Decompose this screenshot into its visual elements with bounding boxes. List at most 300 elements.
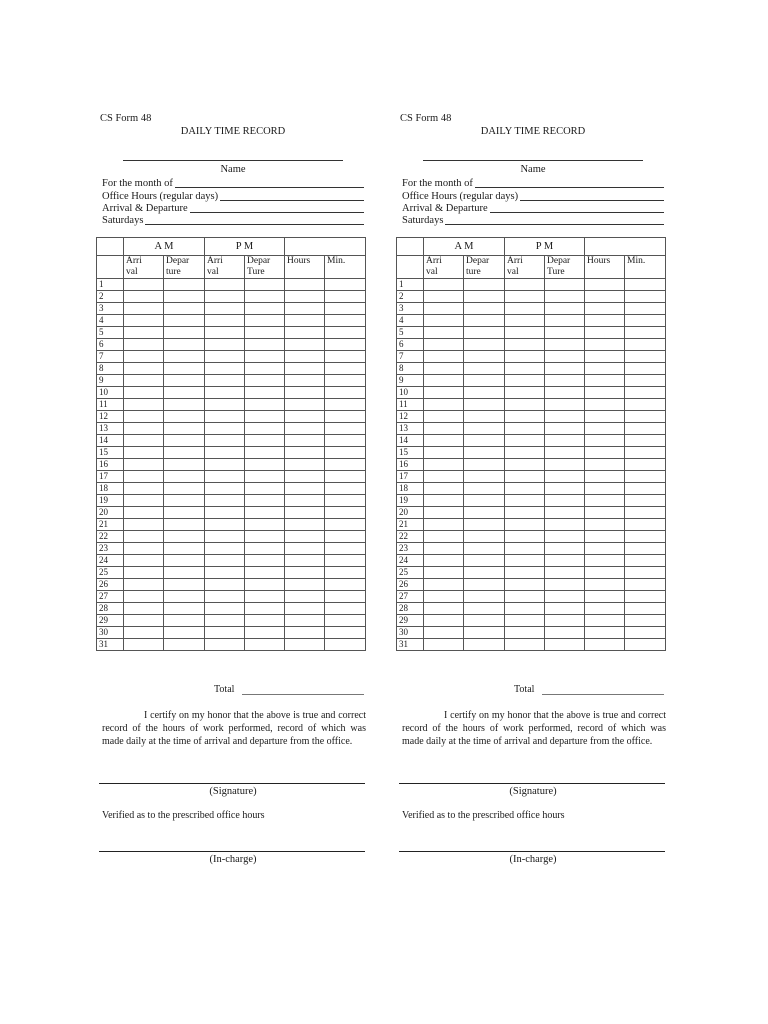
pm-departure-cell[interactable]: [545, 531, 585, 543]
am-departure-cell[interactable]: [464, 339, 505, 351]
pm-departure-cell[interactable]: [245, 291, 285, 303]
am-arrival-cell[interactable]: [424, 387, 464, 399]
pm-arrival-cell[interactable]: [205, 387, 245, 399]
pm-departure-cell[interactable]: [545, 423, 585, 435]
pm-departure-cell[interactable]: [545, 519, 585, 531]
am-arrival-cell[interactable]: [124, 471, 164, 483]
pm-arrival-cell[interactable]: [505, 363, 545, 375]
pm-departure-cell[interactable]: [545, 291, 585, 303]
hours-cell[interactable]: [585, 459, 625, 471]
hours-cell[interactable]: [285, 555, 325, 567]
am-departure-cell[interactable]: [464, 543, 505, 555]
am-departure-cell[interactable]: [164, 375, 205, 387]
pm-arrival-cell[interactable]: [505, 603, 545, 615]
am-arrival-cell[interactable]: [124, 315, 164, 327]
hours-cell[interactable]: [585, 519, 625, 531]
minutes-cell[interactable]: [325, 279, 366, 291]
hours-cell[interactable]: [585, 375, 625, 387]
am-departure-cell[interactable]: [164, 351, 205, 363]
am-arrival-cell[interactable]: [424, 603, 464, 615]
pm-departure-cell[interactable]: [245, 363, 285, 375]
am-departure-cell[interactable]: [164, 519, 205, 531]
pm-departure-cell[interactable]: [245, 495, 285, 507]
am-departure-cell[interactable]: [164, 615, 205, 627]
pm-arrival-cell[interactable]: [205, 519, 245, 531]
minutes-cell[interactable]: [625, 495, 666, 507]
minutes-cell[interactable]: [625, 327, 666, 339]
pm-departure-cell[interactable]: [545, 387, 585, 399]
am-departure-cell[interactable]: [164, 471, 205, 483]
pm-arrival-cell[interactable]: [505, 567, 545, 579]
pm-departure-cell[interactable]: [545, 399, 585, 411]
minutes-cell[interactable]: [625, 615, 666, 627]
am-arrival-cell[interactable]: [124, 375, 164, 387]
am-arrival-cell[interactable]: [424, 315, 464, 327]
minutes-cell[interactable]: [625, 591, 666, 603]
pm-departure-cell[interactable]: [545, 375, 585, 387]
minutes-cell[interactable]: [625, 483, 666, 495]
hours-cell[interactable]: [285, 339, 325, 351]
minutes-cell[interactable]: [625, 567, 666, 579]
am-departure-cell[interactable]: [164, 291, 205, 303]
am-arrival-cell[interactable]: [124, 387, 164, 399]
pm-arrival-cell[interactable]: [505, 375, 545, 387]
am-departure-cell[interactable]: [164, 531, 205, 543]
am-departure-cell[interactable]: [464, 303, 505, 315]
hours-cell[interactable]: [585, 399, 625, 411]
pm-arrival-cell[interactable]: [505, 387, 545, 399]
am-departure-cell[interactable]: [464, 279, 505, 291]
pm-departure-cell[interactable]: [245, 303, 285, 315]
hours-cell[interactable]: [285, 375, 325, 387]
minutes-cell[interactable]: [625, 399, 666, 411]
pm-departure-cell[interactable]: [245, 435, 285, 447]
hours-cell[interactable]: [585, 279, 625, 291]
pm-arrival-cell[interactable]: [505, 471, 545, 483]
am-arrival-cell[interactable]: [424, 459, 464, 471]
am-arrival-cell[interactable]: [124, 555, 164, 567]
minutes-cell[interactable]: [625, 411, 666, 423]
pm-departure-cell[interactable]: [545, 447, 585, 459]
am-departure-cell[interactable]: [164, 555, 205, 567]
am-arrival-cell[interactable]: [124, 519, 164, 531]
am-departure-cell[interactable]: [464, 435, 505, 447]
minutes-cell[interactable]: [325, 627, 366, 639]
pm-arrival-cell[interactable]: [505, 303, 545, 315]
minutes-cell[interactable]: [625, 543, 666, 555]
pm-arrival-cell[interactable]: [205, 471, 245, 483]
am-departure-cell[interactable]: [164, 303, 205, 315]
am-arrival-cell[interactable]: [124, 603, 164, 615]
am-arrival-cell[interactable]: [124, 639, 164, 651]
am-departure-cell[interactable]: [464, 639, 505, 651]
am-arrival-cell[interactable]: [424, 291, 464, 303]
am-departure-cell[interactable]: [464, 591, 505, 603]
minutes-cell[interactable]: [625, 459, 666, 471]
am-arrival-cell[interactable]: [424, 519, 464, 531]
minutes-cell[interactable]: [625, 531, 666, 543]
hours-cell[interactable]: [285, 627, 325, 639]
am-departure-cell[interactable]: [464, 531, 505, 543]
pm-arrival-cell[interactable]: [205, 327, 245, 339]
am-arrival-cell[interactable]: [424, 411, 464, 423]
pm-arrival-cell[interactable]: [505, 423, 545, 435]
minutes-cell[interactable]: [625, 435, 666, 447]
am-departure-cell[interactable]: [464, 423, 505, 435]
minutes-cell[interactable]: [325, 399, 366, 411]
hours-cell[interactable]: [585, 435, 625, 447]
pm-departure-cell[interactable]: [545, 627, 585, 639]
hours-cell[interactable]: [585, 351, 625, 363]
am-arrival-cell[interactable]: [124, 627, 164, 639]
pm-arrival-cell[interactable]: [205, 603, 245, 615]
am-departure-cell[interactable]: [164, 399, 205, 411]
pm-departure-cell[interactable]: [545, 579, 585, 591]
minutes-cell[interactable]: [325, 495, 366, 507]
pm-arrival-cell[interactable]: [205, 351, 245, 363]
pm-arrival-cell[interactable]: [205, 435, 245, 447]
minutes-cell[interactable]: [325, 351, 366, 363]
am-arrival-cell[interactable]: [424, 435, 464, 447]
signature-line[interactable]: [399, 783, 665, 784]
minutes-cell[interactable]: [625, 375, 666, 387]
pm-arrival-cell[interactable]: [505, 315, 545, 327]
am-arrival-cell[interactable]: [124, 339, 164, 351]
hours-cell[interactable]: [585, 303, 625, 315]
pm-departure-cell[interactable]: [245, 543, 285, 555]
am-departure-cell[interactable]: [464, 519, 505, 531]
pm-arrival-cell[interactable]: [205, 483, 245, 495]
pm-arrival-cell[interactable]: [205, 615, 245, 627]
pm-departure-cell[interactable]: [245, 591, 285, 603]
pm-departure-cell[interactable]: [545, 567, 585, 579]
hours-cell[interactable]: [285, 639, 325, 651]
hours-cell[interactable]: [585, 315, 625, 327]
am-arrival-cell[interactable]: [124, 411, 164, 423]
hours-cell[interactable]: [585, 411, 625, 423]
am-arrival-cell[interactable]: [424, 363, 464, 375]
pm-arrival-cell[interactable]: [505, 591, 545, 603]
am-departure-cell[interactable]: [464, 471, 505, 483]
minutes-cell[interactable]: [325, 387, 366, 399]
minutes-cell[interactable]: [325, 411, 366, 423]
am-arrival-cell[interactable]: [424, 399, 464, 411]
am-departure-cell[interactable]: [464, 579, 505, 591]
am-arrival-cell[interactable]: [424, 495, 464, 507]
am-arrival-cell[interactable]: [424, 543, 464, 555]
minutes-cell[interactable]: [325, 303, 366, 315]
pm-arrival-cell[interactable]: [205, 567, 245, 579]
minutes-cell[interactable]: [625, 279, 666, 291]
am-departure-cell[interactable]: [164, 327, 205, 339]
hours-cell[interactable]: [585, 591, 625, 603]
minutes-cell[interactable]: [325, 591, 366, 603]
hours-cell[interactable]: [585, 363, 625, 375]
am-arrival-cell[interactable]: [124, 459, 164, 471]
am-arrival-cell[interactable]: [124, 591, 164, 603]
am-departure-cell[interactable]: [164, 507, 205, 519]
minutes-cell[interactable]: [325, 363, 366, 375]
hours-cell[interactable]: [285, 471, 325, 483]
hours-cell[interactable]: [285, 351, 325, 363]
pm-arrival-cell[interactable]: [205, 423, 245, 435]
minutes-cell[interactable]: [325, 555, 366, 567]
am-arrival-cell[interactable]: [424, 531, 464, 543]
pm-arrival-cell[interactable]: [205, 591, 245, 603]
pm-departure-cell[interactable]: [545, 303, 585, 315]
am-arrival-cell[interactable]: [424, 639, 464, 651]
am-arrival-cell[interactable]: [424, 351, 464, 363]
minutes-cell[interactable]: [325, 615, 366, 627]
pm-arrival-cell[interactable]: [205, 279, 245, 291]
minutes-cell[interactable]: [325, 471, 366, 483]
hours-cell[interactable]: [585, 423, 625, 435]
pm-departure-cell[interactable]: [245, 339, 285, 351]
am-arrival-cell[interactable]: [424, 327, 464, 339]
am-departure-cell[interactable]: [164, 603, 205, 615]
pm-departure-cell[interactable]: [245, 519, 285, 531]
am-departure-cell[interactable]: [164, 579, 205, 591]
am-departure-cell[interactable]: [164, 447, 205, 459]
minutes-cell[interactable]: [325, 339, 366, 351]
am-departure-cell[interactable]: [464, 315, 505, 327]
pm-arrival-cell[interactable]: [205, 447, 245, 459]
minutes-cell[interactable]: [625, 579, 666, 591]
hours-cell[interactable]: [585, 543, 625, 555]
am-arrival-cell[interactable]: [424, 279, 464, 291]
hours-cell[interactable]: [585, 531, 625, 543]
hours-cell[interactable]: [285, 459, 325, 471]
am-departure-cell[interactable]: [164, 423, 205, 435]
pm-departure-cell[interactable]: [245, 483, 285, 495]
pm-arrival-cell[interactable]: [205, 555, 245, 567]
pm-arrival-cell[interactable]: [505, 483, 545, 495]
hours-cell[interactable]: [285, 579, 325, 591]
pm-departure-cell[interactable]: [245, 387, 285, 399]
pm-departure-cell[interactable]: [545, 543, 585, 555]
pm-departure-cell[interactable]: [545, 471, 585, 483]
am-departure-cell[interactable]: [164, 543, 205, 555]
pm-departure-cell[interactable]: [545, 495, 585, 507]
am-departure-cell[interactable]: [464, 627, 505, 639]
minutes-cell[interactable]: [325, 579, 366, 591]
total-line[interactable]: [542, 694, 664, 695]
pm-arrival-cell[interactable]: [205, 579, 245, 591]
hours-cell[interactable]: [285, 483, 325, 495]
pm-departure-cell[interactable]: [545, 591, 585, 603]
am-arrival-cell[interactable]: [124, 279, 164, 291]
am-arrival-cell[interactable]: [424, 471, 464, 483]
hours-cell[interactable]: [285, 603, 325, 615]
pm-arrival-cell[interactable]: [505, 615, 545, 627]
minutes-cell[interactable]: [325, 531, 366, 543]
minutes-cell[interactable]: [625, 423, 666, 435]
hours-cell[interactable]: [285, 447, 325, 459]
am-arrival-cell[interactable]: [124, 543, 164, 555]
am-departure-cell[interactable]: [464, 363, 505, 375]
pm-departure-cell[interactable]: [545, 483, 585, 495]
pm-departure-cell[interactable]: [245, 279, 285, 291]
am-arrival-cell[interactable]: [424, 303, 464, 315]
pm-arrival-cell[interactable]: [205, 315, 245, 327]
hours-cell[interactable]: [585, 471, 625, 483]
minutes-cell[interactable]: [625, 363, 666, 375]
pm-departure-cell[interactable]: [545, 459, 585, 471]
pm-departure-cell[interactable]: [245, 351, 285, 363]
hours-cell[interactable]: [585, 339, 625, 351]
pm-arrival-cell[interactable]: [205, 339, 245, 351]
minutes-cell[interactable]: [325, 639, 366, 651]
pm-arrival-cell[interactable]: [505, 459, 545, 471]
hours-cell[interactable]: [285, 291, 325, 303]
pm-departure-cell[interactable]: [245, 639, 285, 651]
am-departure-cell[interactable]: [464, 387, 505, 399]
pm-arrival-cell[interactable]: [505, 495, 545, 507]
am-departure-cell[interactable]: [164, 483, 205, 495]
am-departure-cell[interactable]: [164, 567, 205, 579]
am-departure-cell[interactable]: [164, 639, 205, 651]
am-departure-cell[interactable]: [164, 339, 205, 351]
minutes-cell[interactable]: [625, 315, 666, 327]
pm-arrival-cell[interactable]: [505, 339, 545, 351]
am-departure-cell[interactable]: [464, 291, 505, 303]
pm-departure-cell[interactable]: [245, 471, 285, 483]
pm-departure-cell[interactable]: [245, 603, 285, 615]
minutes-cell[interactable]: [325, 327, 366, 339]
hours-cell[interactable]: [585, 579, 625, 591]
minutes-cell[interactable]: [625, 507, 666, 519]
am-departure-cell[interactable]: [164, 315, 205, 327]
pm-arrival-cell[interactable]: [505, 519, 545, 531]
am-arrival-cell[interactable]: [124, 507, 164, 519]
am-departure-cell[interactable]: [464, 507, 505, 519]
am-arrival-cell[interactable]: [124, 351, 164, 363]
minutes-cell[interactable]: [325, 435, 366, 447]
am-departure-cell[interactable]: [464, 555, 505, 567]
minutes-cell[interactable]: [325, 423, 366, 435]
am-arrival-cell[interactable]: [424, 615, 464, 627]
hours-cell[interactable]: [585, 447, 625, 459]
am-arrival-cell[interactable]: [424, 507, 464, 519]
hours-cell[interactable]: [285, 591, 325, 603]
am-departure-cell[interactable]: [464, 615, 505, 627]
hours-cell[interactable]: [285, 531, 325, 543]
hours-cell[interactable]: [585, 291, 625, 303]
am-arrival-cell[interactable]: [124, 363, 164, 375]
am-arrival-cell[interactable]: [124, 399, 164, 411]
pm-arrival-cell[interactable]: [205, 459, 245, 471]
hours-cell[interactable]: [585, 483, 625, 495]
month-field[interactable]: [402, 176, 664, 189]
am-arrival-cell[interactable]: [124, 495, 164, 507]
total-line[interactable]: [242, 694, 364, 695]
incharge-line[interactable]: [399, 851, 665, 852]
pm-arrival-cell[interactable]: [505, 555, 545, 567]
pm-arrival-cell[interactable]: [505, 351, 545, 363]
am-arrival-cell[interactable]: [124, 531, 164, 543]
pm-departure-cell[interactable]: [245, 507, 285, 519]
minutes-cell[interactable]: [325, 459, 366, 471]
pm-departure-cell[interactable]: [545, 615, 585, 627]
am-arrival-cell[interactable]: [124, 435, 164, 447]
am-departure-cell[interactable]: [164, 387, 205, 399]
am-departure-cell[interactable]: [164, 411, 205, 423]
am-arrival-cell[interactable]: [124, 447, 164, 459]
minutes-cell[interactable]: [625, 291, 666, 303]
pm-departure-cell[interactable]: [245, 615, 285, 627]
minutes-cell[interactable]: [625, 639, 666, 651]
pm-arrival-cell[interactable]: [505, 279, 545, 291]
pm-arrival-cell[interactable]: [205, 375, 245, 387]
pm-arrival-cell[interactable]: [505, 435, 545, 447]
pm-departure-cell[interactable]: [545, 435, 585, 447]
minutes-cell[interactable]: [625, 519, 666, 531]
saturdays-field[interactable]: [402, 213, 664, 226]
hours-cell[interactable]: [285, 495, 325, 507]
pm-departure-cell[interactable]: [245, 375, 285, 387]
pm-departure-cell[interactable]: [245, 555, 285, 567]
hours-cell[interactable]: [585, 495, 625, 507]
pm-departure-cell[interactable]: [545, 639, 585, 651]
am-arrival-cell[interactable]: [424, 579, 464, 591]
am-arrival-cell[interactable]: [124, 423, 164, 435]
am-departure-cell[interactable]: [164, 495, 205, 507]
am-arrival-cell[interactable]: [124, 567, 164, 579]
minutes-cell[interactable]: [325, 603, 366, 615]
pm-arrival-cell[interactable]: [205, 531, 245, 543]
hours-cell[interactable]: [285, 543, 325, 555]
hours-cell[interactable]: [285, 315, 325, 327]
pm-arrival-cell[interactable]: [505, 327, 545, 339]
am-arrival-cell[interactable]: [124, 615, 164, 627]
minutes-cell[interactable]: [325, 315, 366, 327]
pm-departure-cell[interactable]: [545, 507, 585, 519]
minutes-cell[interactable]: [625, 603, 666, 615]
hours-cell[interactable]: [285, 435, 325, 447]
am-arrival-cell[interactable]: [424, 339, 464, 351]
pm-arrival-cell[interactable]: [505, 507, 545, 519]
hours-cell[interactable]: [585, 639, 625, 651]
pm-departure-cell[interactable]: [245, 579, 285, 591]
minutes-cell[interactable]: [625, 339, 666, 351]
am-arrival-cell[interactable]: [124, 579, 164, 591]
hours-cell[interactable]: [585, 567, 625, 579]
hours-cell[interactable]: [285, 411, 325, 423]
pm-arrival-cell[interactable]: [505, 543, 545, 555]
hours-cell[interactable]: [585, 387, 625, 399]
hours-cell[interactable]: [585, 507, 625, 519]
pm-departure-cell[interactable]: [245, 459, 285, 471]
minutes-cell[interactable]: [625, 303, 666, 315]
am-departure-cell[interactable]: [464, 495, 505, 507]
am-arrival-cell[interactable]: [424, 375, 464, 387]
saturdays-field[interactable]: [102, 213, 364, 226]
minutes-cell[interactable]: [325, 375, 366, 387]
minutes-cell[interactable]: [625, 627, 666, 639]
minutes-cell[interactable]: [325, 483, 366, 495]
pm-arrival-cell[interactable]: [205, 399, 245, 411]
hours-cell[interactable]: [285, 423, 325, 435]
am-arrival-cell[interactable]: [424, 555, 464, 567]
hours-cell[interactable]: [285, 363, 325, 375]
am-departure-cell[interactable]: [164, 591, 205, 603]
pm-departure-cell[interactable]: [245, 447, 285, 459]
minutes-cell[interactable]: [325, 507, 366, 519]
am-departure-cell[interactable]: [464, 351, 505, 363]
minutes-cell[interactable]: [625, 447, 666, 459]
am-departure-cell[interactable]: [164, 627, 205, 639]
pm-arrival-cell[interactable]: [205, 507, 245, 519]
